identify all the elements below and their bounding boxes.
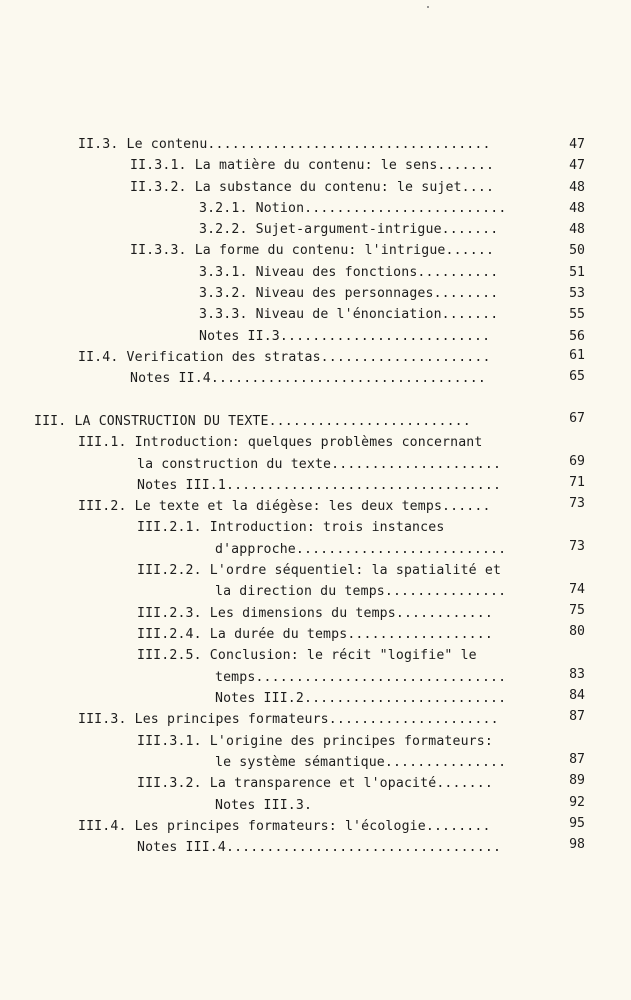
toc-page-number: 55 [569, 307, 585, 322]
toc-page-number: 47 [569, 158, 585, 173]
toc-entry-text: III.2.1. Introduction: trois instances [137, 520, 445, 535]
toc-entry-text: III.2.2. L'ordre séquentiel: la spatialité et [137, 563, 502, 578]
toc-page-number: 89 [569, 773, 585, 788]
toc-entry-text: Notes II.3.......................... [199, 329, 491, 344]
toc-page-number: 73 [569, 496, 585, 511]
paper-speck [427, 6, 429, 8]
toc-page-number: 56 [569, 329, 585, 344]
toc-entry-text: II.3.3. La forme du contenu: l'intrigue...... [130, 243, 495, 258]
toc-page-number: 48 [569, 180, 585, 195]
toc-page-number: 53 [569, 286, 585, 301]
toc-page-number: 87 [569, 709, 585, 724]
toc-entry-text: III.2.3. Les dimensions du temps............ [137, 606, 493, 621]
toc-entry-text: III. LA CONSTRUCTION DU TEXTE......................... [34, 414, 471, 429]
toc-entry-text: III.3.2. La transparence et l'opacité....... [137, 776, 493, 791]
toc-page-number: 87 [569, 752, 585, 767]
toc-entry-text: III.3.1. L'origine des principes formateurs: [137, 734, 493, 749]
toc-page-number: 47 [569, 137, 585, 152]
toc-entry-text: 3.3.1. Niveau des fonctions.......... [199, 265, 499, 280]
toc-entry-text: II.3.2. La substance du contenu: le sujet.... [130, 180, 495, 195]
toc-page-number: 51 [569, 265, 585, 280]
toc-page-number: 65 [569, 369, 585, 384]
toc-entry-text: Notes III.1.................................. [137, 478, 502, 493]
toc-page-number: 69 [569, 454, 585, 469]
toc-page-number: 71 [569, 475, 585, 490]
toc-entry-text: 3.3.3. Niveau de l'énonciation....... [199, 307, 499, 322]
toc-entry-text: la construction du texte..................... [137, 457, 502, 472]
toc-entry-text: III.2. Le texte et la diégèse: les deux temps...... [78, 499, 491, 514]
toc-entry-text: II.3.1. La matière du contenu: le sens....... [130, 158, 495, 173]
toc-entry-text: temps............................... [215, 670, 507, 685]
toc-entry-text: 3.2.1. Notion......................... [199, 201, 507, 216]
toc-page-number: 75 [569, 603, 585, 618]
toc-entry-text: II.3. Le contenu................................... [78, 137, 491, 152]
toc-entry-text: 3.3.2. Niveau des personnages........ [199, 286, 499, 301]
toc-page-number: 74 [569, 582, 585, 597]
toc-page-number: 80 [569, 624, 585, 639]
toc-page-number: 84 [569, 688, 585, 703]
toc-entry-text: la direction du temps............... [215, 584, 507, 599]
toc-page-number: 48 [569, 201, 585, 216]
toc-page-number: 92 [569, 795, 585, 810]
toc-entry-text: le système sémantique............... [215, 755, 507, 770]
toc-entry-text: III.1. Introduction: quelques problèmes concernant [78, 435, 483, 450]
toc-page-number: 61 [569, 348, 585, 363]
toc-entry-text: Notes III.4.................................. [137, 840, 502, 855]
toc-entry-text: III.4. Les principes formateurs: l'écologie........ [78, 819, 491, 834]
toc-entry-text: Notes II.4.................................. [130, 371, 486, 386]
toc-entry-text: Notes III.3. [215, 798, 313, 813]
toc-entry-text: II.4. Verification des stratas..................... [78, 350, 491, 365]
toc-page-number: 95 [569, 816, 585, 831]
toc-page-number: 83 [569, 667, 585, 682]
toc-entry-text: III.3. Les principes formateurs..................... [78, 712, 499, 727]
toc-entry-text: d'approche.......................... [215, 542, 507, 557]
toc-page-number: 67 [569, 411, 585, 426]
toc-page-number: 73 [569, 539, 585, 554]
toc-page-number: 48 [569, 222, 585, 237]
toc-entry-text: III.2.5. Conclusion: le récit "logifie" le [137, 648, 477, 663]
toc-entry-text: Notes III.2......................... [215, 691, 507, 706]
toc-entry-text: III.2.4. La durée du temps.................. [137, 627, 493, 642]
toc-entry-text: 3.2.2. Sujet-argument-intrigue....... [199, 222, 499, 237]
toc-page-number: 50 [569, 243, 585, 258]
toc-page-number: 98 [569, 837, 585, 852]
